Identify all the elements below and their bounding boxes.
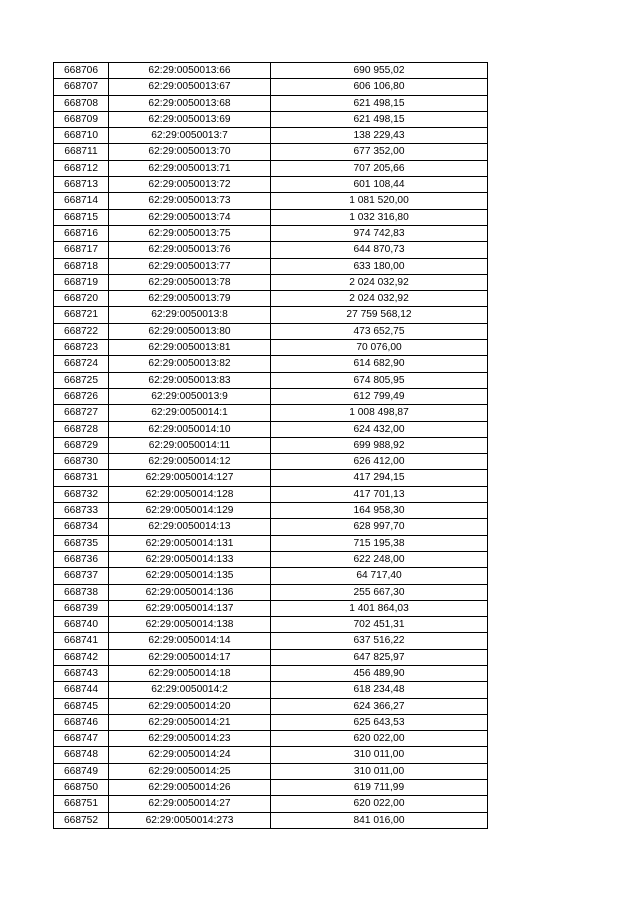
table-row: [54, 111, 488, 127]
cadastral-value-cell: 715 195,38: [271, 535, 488, 551]
cadastral-number-cell: 62:29:0050014:1: [109, 405, 271, 421]
cadastral-number-cell: 62:29:0050014:12: [109, 454, 271, 470]
cadastral-value-cell: 64 717,40: [271, 568, 488, 584]
row-number-cell: 668747: [54, 731, 109, 747]
cadastral-value-cell: 619 711,99: [271, 780, 488, 796]
cadastral-value-cell: 647 825,97: [271, 649, 488, 665]
cadastral-value-cell: 2 024 032,92: [271, 274, 488, 290]
cadastral-number-cell: 62:29:0050014:20: [109, 698, 271, 714]
table-row: [54, 421, 488, 437]
table-row: [54, 698, 488, 714]
table-row: [54, 177, 488, 193]
cadastral-value-cell: 628 997,70: [271, 519, 488, 535]
cadastral-number-cell: 62:29:0050014:27: [109, 796, 271, 812]
cadastral-value-table: [53, 62, 488, 829]
table-row: [54, 225, 488, 241]
table-row: [54, 160, 488, 176]
table-row: [54, 780, 488, 796]
cadastral-number-cell: 62:29:0050014:273: [109, 812, 271, 828]
cadastral-number-cell: 62:29:0050014:131: [109, 535, 271, 551]
table-row: [54, 242, 488, 258]
cadastral-value-cell: 27 759 568,12: [271, 307, 488, 323]
cadastral-value-cell: 841 016,00: [271, 812, 488, 828]
row-number-cell: 668727: [54, 405, 109, 421]
table-row: [54, 470, 488, 486]
cadastral-value-cell: 417 294,15: [271, 470, 488, 486]
cadastral-number-cell: 62:29:0050014:14: [109, 633, 271, 649]
row-number-cell: 668714: [54, 193, 109, 209]
table-row: [54, 128, 488, 144]
table-row: [54, 307, 488, 323]
row-number-cell: 668706: [54, 63, 109, 79]
cadastral-number-cell: 62:29:0050013:66: [109, 63, 271, 79]
table-row: [54, 372, 488, 388]
table-row: [54, 551, 488, 567]
table-row: [54, 633, 488, 649]
cadastral-number-cell: 62:29:0050014:11: [109, 437, 271, 453]
cadastral-value-cell: 690 955,02: [271, 63, 488, 79]
cadastral-number-cell: 62:29:0050014:136: [109, 584, 271, 600]
cadastral-value-cell: 1 401 864,03: [271, 600, 488, 616]
row-number-cell: 668749: [54, 763, 109, 779]
cadastral-value-cell: 2 024 032,92: [271, 291, 488, 307]
table-row: [54, 747, 488, 763]
cadastral-number-cell: 62:29:0050014:24: [109, 747, 271, 763]
cadastral-number-cell: 62:29:0050013:83: [109, 372, 271, 388]
cadastral-value-cell: 624 366,27: [271, 698, 488, 714]
cadastral-value-cell: 633 180,00: [271, 258, 488, 274]
table-row: [54, 763, 488, 779]
cadastral-value-cell: 626 412,00: [271, 454, 488, 470]
cadastral-value-cell: 677 352,00: [271, 144, 488, 160]
row-number-cell: 668731: [54, 470, 109, 486]
cadastral-number-cell: 62:29:0050013:79: [109, 291, 271, 307]
cadastral-number-cell: 62:29:0050014:25: [109, 763, 271, 779]
table-row: [54, 535, 488, 551]
table-row: [54, 79, 488, 95]
row-number-cell: 668741: [54, 633, 109, 649]
cadastral-value-cell: 707 205,66: [271, 160, 488, 176]
row-number-cell: 668708: [54, 95, 109, 111]
table-row: [54, 63, 488, 79]
cadastral-number-cell: 62:29:0050014:137: [109, 600, 271, 616]
cadastral-number-cell: 62:29:0050014:23: [109, 731, 271, 747]
cadastral-number-cell: 62:29:0050013:8: [109, 307, 271, 323]
cadastral-number-cell: 62:29:0050014:26: [109, 780, 271, 796]
row-number-cell: 668715: [54, 209, 109, 225]
cadastral-value-cell: 624 432,00: [271, 421, 488, 437]
cadastral-number-cell: 62:29:0050013:78: [109, 274, 271, 290]
cadastral-value-cell: 625 643,53: [271, 714, 488, 730]
cadastral-value-cell: 255 667,30: [271, 584, 488, 600]
cadastral-number-cell: 62:29:0050014:138: [109, 617, 271, 633]
table-row: [54, 340, 488, 356]
row-number-cell: 668707: [54, 79, 109, 95]
cadastral-value-cell: 621 498,15: [271, 95, 488, 111]
table-row: [54, 617, 488, 633]
cadastral-value-cell: 310 011,00: [271, 747, 488, 763]
table-row: [54, 323, 488, 339]
row-number-cell: 668713: [54, 177, 109, 193]
cadastral-value-cell: 644 870,73: [271, 242, 488, 258]
cadastral-value-cell: 1 008 498,87: [271, 405, 488, 421]
table-row: [54, 519, 488, 535]
cadastral-number-cell: 62:29:0050013:74: [109, 209, 271, 225]
cadastral-value-cell: 622 248,00: [271, 551, 488, 567]
row-number-cell: 668718: [54, 258, 109, 274]
cadastral-number-cell: 62:29:0050013:76: [109, 242, 271, 258]
table-row: [54, 682, 488, 698]
row-number-cell: 668744: [54, 682, 109, 698]
cadastral-number-cell: 62:29:0050013:73: [109, 193, 271, 209]
row-number-cell: 668721: [54, 307, 109, 323]
cadastral-number-cell: 62:29:0050014:133: [109, 551, 271, 567]
cadastral-number-cell: 62:29:0050014:135: [109, 568, 271, 584]
table-row: [54, 714, 488, 730]
cadastral-number-cell: 62:29:0050014:128: [109, 486, 271, 502]
cadastral-value-cell: 70 076,00: [271, 340, 488, 356]
cadastral-value-cell: 601 108,44: [271, 177, 488, 193]
cadastral-value-cell: 473 652,75: [271, 323, 488, 339]
table-body: [54, 63, 488, 829]
cadastral-number-cell: 62:29:0050013:77: [109, 258, 271, 274]
table-row: [54, 356, 488, 372]
table-row: [54, 600, 488, 616]
row-number-cell: 668735: [54, 535, 109, 551]
table-row: [54, 486, 488, 502]
cadastral-value-cell: 310 011,00: [271, 763, 488, 779]
row-number-cell: 668725: [54, 372, 109, 388]
row-number-cell: 668728: [54, 421, 109, 437]
cadastral-value-cell: 606 106,80: [271, 79, 488, 95]
cadastral-number-cell: 62:29:0050013:9: [109, 388, 271, 404]
cadastral-value-cell: 621 498,15: [271, 111, 488, 127]
cadastral-value-cell: 1 032 316,80: [271, 209, 488, 225]
row-number-cell: 668717: [54, 242, 109, 258]
cadastral-value-cell: 417 701,13: [271, 486, 488, 502]
cadastral-value-cell: 618 234,48: [271, 682, 488, 698]
row-number-cell: 668730: [54, 454, 109, 470]
row-number-cell: 668712: [54, 160, 109, 176]
cadastral-number-cell: 62:29:0050014:18: [109, 665, 271, 681]
cadastral-number-cell: 62:29:0050014:13: [109, 519, 271, 535]
table-row: [54, 731, 488, 747]
row-number-cell: 668732: [54, 486, 109, 502]
cadastral-number-cell: 62:29:0050013:68: [109, 95, 271, 111]
row-number-cell: 668734: [54, 519, 109, 535]
row-number-cell: 668716: [54, 225, 109, 241]
row-number-cell: 668737: [54, 568, 109, 584]
table-row: [54, 209, 488, 225]
cadastral-value-cell: 138 229,43: [271, 128, 488, 144]
row-number-cell: 668724: [54, 356, 109, 372]
cadastral-value-cell: 612 799,49: [271, 388, 488, 404]
row-number-cell: 668729: [54, 437, 109, 453]
cadastral-value-cell: 1 081 520,00: [271, 193, 488, 209]
table-row: [54, 584, 488, 600]
table-row: [54, 454, 488, 470]
cadastral-number-cell: 62:29:0050013:75: [109, 225, 271, 241]
row-number-cell: 668726: [54, 388, 109, 404]
row-number-cell: 668746: [54, 714, 109, 730]
table-row: [54, 258, 488, 274]
table-row: [54, 388, 488, 404]
cadastral-number-cell: 62:29:0050014:127: [109, 470, 271, 486]
table-row: [54, 812, 488, 828]
row-number-cell: 668723: [54, 340, 109, 356]
table-row: [54, 274, 488, 290]
cadastral-number-cell: 62:29:0050013:69: [109, 111, 271, 127]
cadastral-number-cell: 62:29:0050013:67: [109, 79, 271, 95]
row-number-cell: 668752: [54, 812, 109, 828]
row-number-cell: 668720: [54, 291, 109, 307]
row-number-cell: 668722: [54, 323, 109, 339]
cadastral-number-cell: 62:29:0050014:129: [109, 503, 271, 519]
row-number-cell: 668709: [54, 111, 109, 127]
row-number-cell: 668738: [54, 584, 109, 600]
cadastral-number-cell: 62:29:0050014:10: [109, 421, 271, 437]
row-number-cell: 668719: [54, 274, 109, 290]
cadastral-value-cell: 614 682,90: [271, 356, 488, 372]
table-row: [54, 95, 488, 111]
cadastral-value-cell: 620 022,00: [271, 796, 488, 812]
row-number-cell: 668750: [54, 780, 109, 796]
cadastral-value-cell: 637 516,22: [271, 633, 488, 649]
cadastral-value-cell: 456 489,90: [271, 665, 488, 681]
table-row: [54, 144, 488, 160]
table-row: [54, 568, 488, 584]
row-number-cell: 668710: [54, 128, 109, 144]
row-number-cell: 668751: [54, 796, 109, 812]
row-number-cell: 668711: [54, 144, 109, 160]
row-number-cell: 668736: [54, 551, 109, 567]
table-row: [54, 649, 488, 665]
cadastral-value-cell: 164 958,30: [271, 503, 488, 519]
cadastral-number-cell: 62:29:0050014:2: [109, 682, 271, 698]
cadastral-number-cell: 62:29:0050013:82: [109, 356, 271, 372]
table-row: [54, 291, 488, 307]
row-number-cell: 668743: [54, 665, 109, 681]
row-number-cell: 668740: [54, 617, 109, 633]
cadastral-value-cell: 702 451,31: [271, 617, 488, 633]
table-row: [54, 193, 488, 209]
table-row: [54, 665, 488, 681]
cadastral-value-cell: 699 988,92: [271, 437, 488, 453]
cadastral-number-cell: 62:29:0050013:7: [109, 128, 271, 144]
table-row: [54, 503, 488, 519]
cadastral-number-cell: 62:29:0050013:72: [109, 177, 271, 193]
cadastral-number-cell: 62:29:0050013:71: [109, 160, 271, 176]
table-row: [54, 405, 488, 421]
cadastral-number-cell: 62:29:0050014:17: [109, 649, 271, 665]
row-number-cell: 668733: [54, 503, 109, 519]
cadastral-value-cell: 974 742,83: [271, 225, 488, 241]
cadastral-number-cell: 62:29:0050014:21: [109, 714, 271, 730]
row-number-cell: 668742: [54, 649, 109, 665]
table-row: [54, 796, 488, 812]
row-number-cell: 668739: [54, 600, 109, 616]
cadastral-number-cell: 62:29:0050013:70: [109, 144, 271, 160]
table-row: [54, 437, 488, 453]
cadastral-value-cell: 620 022,00: [271, 731, 488, 747]
cadastral-number-cell: 62:29:0050013:80: [109, 323, 271, 339]
cadastral-value-cell: 674 805,95: [271, 372, 488, 388]
cadastral-number-cell: 62:29:0050013:81: [109, 340, 271, 356]
row-number-cell: 668748: [54, 747, 109, 763]
row-number-cell: 668745: [54, 698, 109, 714]
